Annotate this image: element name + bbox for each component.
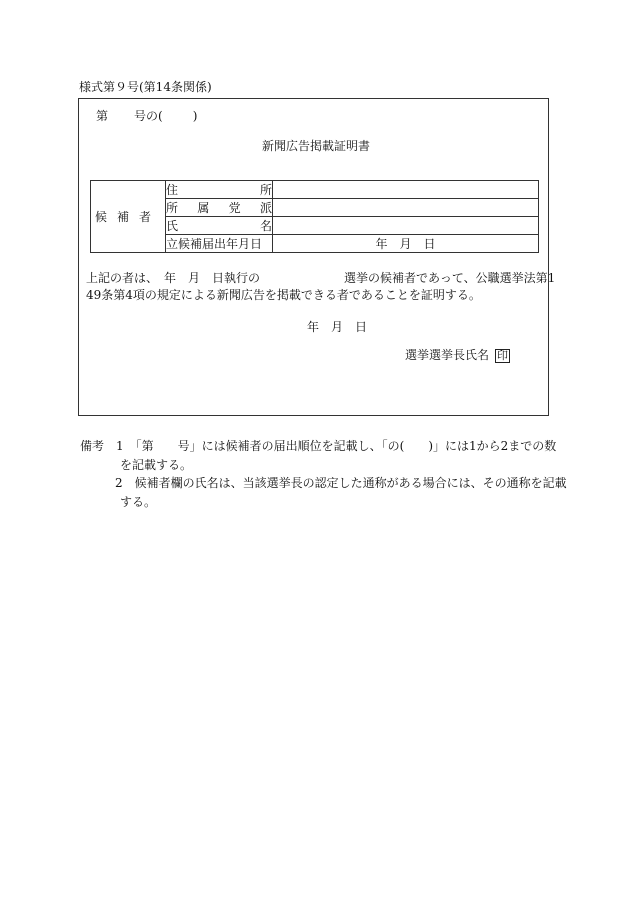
candidate-side-label: 候補者 bbox=[91, 181, 166, 253]
signature-line bbox=[405, 349, 510, 363]
party-value[interactable] bbox=[273, 199, 539, 217]
address-value[interactable] bbox=[273, 181, 539, 199]
note-1-line-2: を記載する。 bbox=[120, 458, 193, 472]
note-2-line-2: する。 bbox=[120, 495, 157, 509]
name-value[interactable] bbox=[273, 217, 539, 235]
label-char: 氏 bbox=[166, 219, 179, 233]
label-char: 党 bbox=[228, 201, 241, 215]
month-char: 月 bbox=[399, 237, 412, 251]
certification-date: 年 月 日 bbox=[307, 320, 368, 334]
note-2-line-1: 2 候補者欄の氏名は、当該選挙長の認定した通称がある場合には、その通称を記載 bbox=[115, 476, 567, 490]
day-char: 日 bbox=[423, 237, 436, 251]
address-label bbox=[166, 181, 273, 199]
number-prefix: 第 bbox=[96, 109, 109, 123]
signature-label: 選挙選挙長氏名 bbox=[405, 348, 490, 362]
form-label: 様式第９号(第14条関係) bbox=[79, 80, 212, 94]
filing-date-value[interactable] bbox=[273, 235, 539, 253]
statement-line-2: 49条第4項の規定による新聞広告を掲載できる者であることを証明する。 bbox=[86, 288, 481, 302]
candidate-table bbox=[90, 180, 539, 253]
table-row bbox=[91, 181, 539, 199]
label-char: 属 bbox=[197, 201, 210, 215]
name-label bbox=[166, 217, 273, 235]
label-char: 住 bbox=[166, 183, 179, 197]
number-end: ) bbox=[192, 109, 198, 123]
filing-date-label: 立候補届出年月日 bbox=[166, 235, 273, 253]
note-1-line-1: 備考 1 「第 号」には候補者の届出順位を記載し、「の( )」には1から2までの数 bbox=[80, 439, 557, 453]
statement-line-1: 上記の者は、 年 月 日執行の 選挙の候補者であって、公職選挙法第1 bbox=[86, 271, 556, 285]
label-char: 名 bbox=[259, 219, 272, 233]
document-title: 新聞広告掲載証明書 bbox=[262, 139, 371, 153]
label-char: 所 bbox=[259, 183, 272, 197]
year-char: 年 bbox=[375, 237, 388, 251]
label-char: 所 bbox=[166, 201, 179, 215]
number-middle: 号の( bbox=[134, 109, 163, 123]
seal-mark: 印 bbox=[497, 349, 509, 362]
party-label bbox=[166, 199, 273, 217]
number-line bbox=[96, 110, 197, 122]
label-char: 派 bbox=[259, 201, 272, 215]
